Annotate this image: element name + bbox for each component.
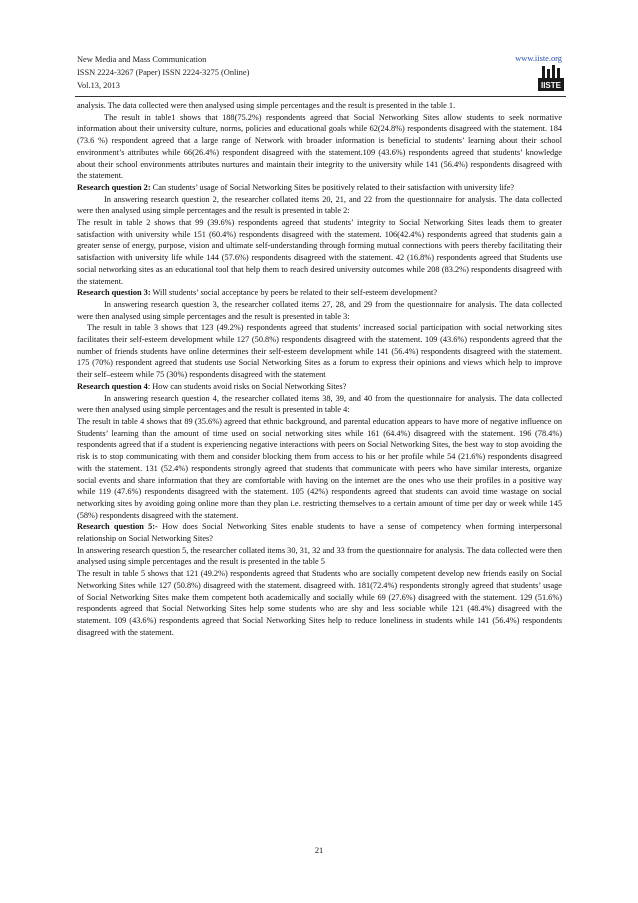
journal-title: New Media and Mass Communication	[77, 55, 207, 64]
rq2-label: Research question 2:	[77, 182, 151, 192]
logo-text: IISTE	[540, 81, 562, 90]
research-question-3	[77, 287, 562, 299]
paragraph-7: In answering research question 4, the researcher collated items 38, 39, and 40 from the questionnaire for analysis. The data collected were then analysed using simple percentages and the result is presented in table 4:	[77, 393, 562, 415]
research-question-4	[77, 381, 562, 393]
page-number: 21	[314, 846, 324, 855]
issn-line: ISSN 2224-3267 (Paper) ISSN 2224-3275 (Online)	[77, 68, 250, 77]
rq4-label: Research question 4	[77, 381, 148, 391]
paragraph-3: In answering research question 2, the researcher collated items 20, 21, and 22 from the questionnaire for analysis. The data collected were then analysed using simple percentages and the result is presented in table 2:	[77, 194, 562, 216]
research-question-2	[77, 182, 562, 194]
research-question-5	[77, 521, 562, 544]
article-body	[77, 100, 562, 638]
paragraph-8: The result in table 4 shows that 89 (35.6%) agreed that ethnic background, and parental education appears to have more of negative influence on Students’ learning than the amount of time used on social networking sites while 161 (64.4%) disagreed with the statement. 196 (78.4%) respondents agreed that if a student is experiencing negative interactions with peers on Social Networking Sites, the best way to stop avoiding the risk is to stop communicating with them and consider blocking them from access to his or her profile while 54 (21.6%) respondents disagreed with the statement. 131 (52.4%) respondents strongly agreed that students that communicate with peers who have similar interests, organize social events and share information that they are comfortable with having on the internet are the ones who use their profiles in a positive way while 119 (47.6%) respondents disagreed with the statement. 105 (42%) respondents agreed that students can avoid time wastage on social networking sites by avoiding going online more than they plan i.e. restricting themselves to a certain amount of time per day or week while 145 (58%) respondents disagreed with the statement.	[77, 416, 562, 520]
rq3-text: Will students’ social acceptance by peers be related to their self-esteem development?	[150, 288, 438, 298]
rq5-text: How does Social Networking Sites enable students to have a sense of competency when forming interpersonal relationship on Social Networking Sites?	[77, 522, 562, 544]
rq4-text: : How can students avoid risks on Social Networking Sites?	[147, 381, 347, 391]
rq5-label: Research question 5:-	[77, 522, 158, 532]
rq2-text: Can students’ usage of Social Networking Sites be positively related to their satisfaction with university life?	[150, 182, 515, 192]
rq3-label: Research question 3:	[77, 288, 151, 298]
paragraph-4: The result in table 2 shows that 99 (39.6%) respondents agreed that students’ integrity to Social Networking Sites leads them to greater satisfaction with university while 151 (60.4%) respondents disagreed with the statement. 106(42.4%) respondents agreed that students gain a greater sense of energy, purpose, vision and ultimate self-understanding through forming mutual connections with peers thereby facilitating their satisfaction with university life while 144 (57.6%) respondents disagreed with the statement. 42 (16.8%) respondents agreed that Students use social networking sites as an educational tool that help them to reach desired university outcomes while 208 (83.2%) respondents disagreed with the statement.	[77, 218, 562, 286]
paragraph-9: In answering research question 5, the researcher collated items 30, 31, 32 and 33 from the questionnaire for analysis. The data collected were then analysed using simple percentages and the result is presented in the table 5	[77, 545, 562, 567]
journal-url-link[interactable]: www.iiste.org	[515, 54, 562, 63]
header-divider	[75, 96, 566, 97]
paragraph-6: The result in table 3 shows that 123 (49.2%) respondents agreed that students’ increased social participation with social networking sites facilitates their self-esteem development while 127 (50.8%) respondents disagreed with the statement. 109 (43.6%) respondents agreed that the number of friends students have online determines their self-esteem development while 141 (56.4%) respondents disagreed with the statement. 175 (70%) respondent agreed that students use Social Networking Sites as a forum to express their opinions and views which help to improve their self–esteem while 75 (30%) respondents disagreed with the statement	[77, 323, 562, 380]
iiste-logo	[538, 64, 564, 92]
paragraph-1: analysis. The data collected were then analysed using simple percentages and the result is presented in the table 1.	[77, 101, 456, 110]
volume-line: Vol.13, 2013	[77, 81, 120, 90]
paragraph-10: The result in table 5 shows that 121 (49.2%) respondents agreed that Students who are socially competent develop new friends easily on Social Networking Sites while 127 (50.8%) disagreed with the statement. disagreed with. 181(72.4%) respondents strongly agreed that students’ usage of Social Networking Sites make them competent both academically and socially while 69 (27.6%) disagreed with the statement. 129 (51.6%) respondents agreed that Social Networking Sites help some students who are shy and less sociable while 121 (48.4%) disagreed with the statement. 109 (43.6%) respondents agreed that Social Networking Sites help to reduce loneliness in students while 141 (56.4%) respondents disagreed with the statement.	[77, 569, 562, 637]
paragraph-5: In answering research question 3, the researcher collated items 27, 28, and 29 from the questionnaire for analysis. The data collected were then analysed using simple percentages and the result is presented in table 3:	[77, 299, 562, 321]
paragraph-2: The result in table1 shows that 188(75.2%) respondents agreed that Social Networking Sites allow students to seek normative information about their university culture, norms, policies and educational goals while 62(24.8%) respondents disagreed with the statement. 184 (73.6 %) respondent agreed that a large range of Network with broader information is beneficial to students’ learning about their school environment’s attributes while 66(26.4%) respondent disagreed with the statement.109 (43.6%) respondents agreed that students’ knowledge about their school environments attributes nurtures and maintain their integrity to the university while 141 (56.4%) respondents disagreed with the statement.	[77, 112, 562, 181]
